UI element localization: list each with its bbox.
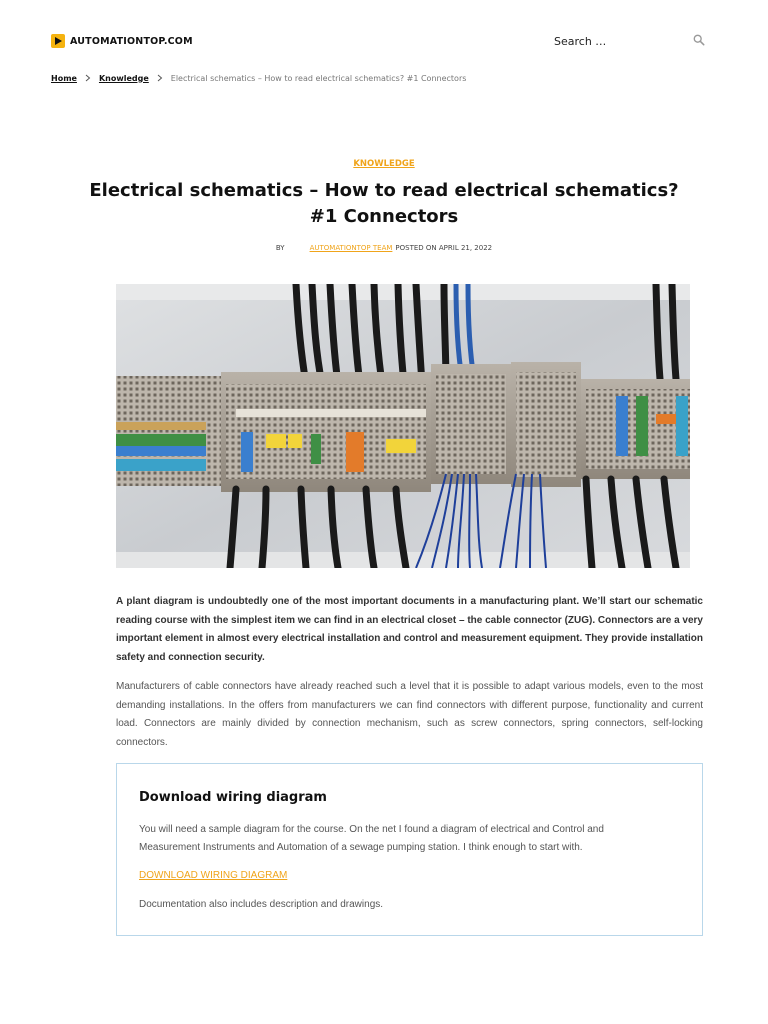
download-box [116, 763, 703, 936]
post-meta [0, 244, 768, 252]
article-paragraph: Manufacturers of cable connectors have already reached such a level that it is possible to adapt various models, even to the most demanding installations. In the offers from manufacturers we can find connectors with different purpose, functionality and current load. Connectors are mainly divided by connection mechanism, such as screw connectors, spring connectors, self-locking connectors. [116, 681, 703, 748]
by-label: BY [275, 244, 285, 252]
site-logo[interactable] [51, 34, 193, 48]
post-date: APRIL 21, 2022 [438, 244, 493, 252]
play-icon [51, 34, 65, 48]
post-category [0, 153, 768, 171]
posted-label: POSTED ON [395, 244, 437, 252]
category-link[interactable]: KNOWLEDGE [353, 159, 415, 169]
download-text: You will need a sample diagram for the course. On the net I found a diagram of electrical and Control and Measurement Instruments and Automation of a sewage pumping station. I think enough to start with. [139, 824, 604, 853]
breadcrumb [51, 73, 466, 83]
search-form [548, 28, 708, 54]
featured-image [116, 284, 690, 568]
download-note: Documentation also includes description and drawings. [139, 899, 384, 910]
chevron-right-icon [154, 73, 166, 83]
breadcrumb-home[interactable]: Home [51, 73, 77, 83]
breadcrumb-current: Electrical schematics – How to read electrical schematics? #1 Connectors [170, 73, 467, 83]
article-lead: A plant diagram is undoubtedly one of the most important documents in a manufacturing plant. We’ll start our schematic reading course with the simplest item we can find in an electrical closet – the cable connector (ZUG). Connectors are a very important element in almost every electrical installation and control and measurement equipment. They provide installation safety and connection security. [116, 596, 703, 663]
page-title: Electrical schematics – How to read electrical schematics? #1 Connectors [89, 180, 679, 227]
logo-text: AUTOMATIONTOP.COM [70, 35, 193, 47]
search-icon [693, 34, 705, 46]
site-header [0, 0, 768, 80]
chevron-right-icon [82, 73, 94, 83]
search-button[interactable] [692, 34, 706, 48]
download-heading: Download wiring diagram [139, 790, 327, 805]
terminal-blocks-illustration [116, 284, 690, 568]
author-link[interactable]: AUTOMATIONTOP TEAM [309, 244, 393, 252]
breadcrumb-knowledge[interactable]: Knowledge [98, 73, 149, 83]
search-input[interactable] [548, 28, 678, 54]
download-link[interactable]: DOWNLOAD WIRING DIAGRAM [139, 870, 288, 881]
